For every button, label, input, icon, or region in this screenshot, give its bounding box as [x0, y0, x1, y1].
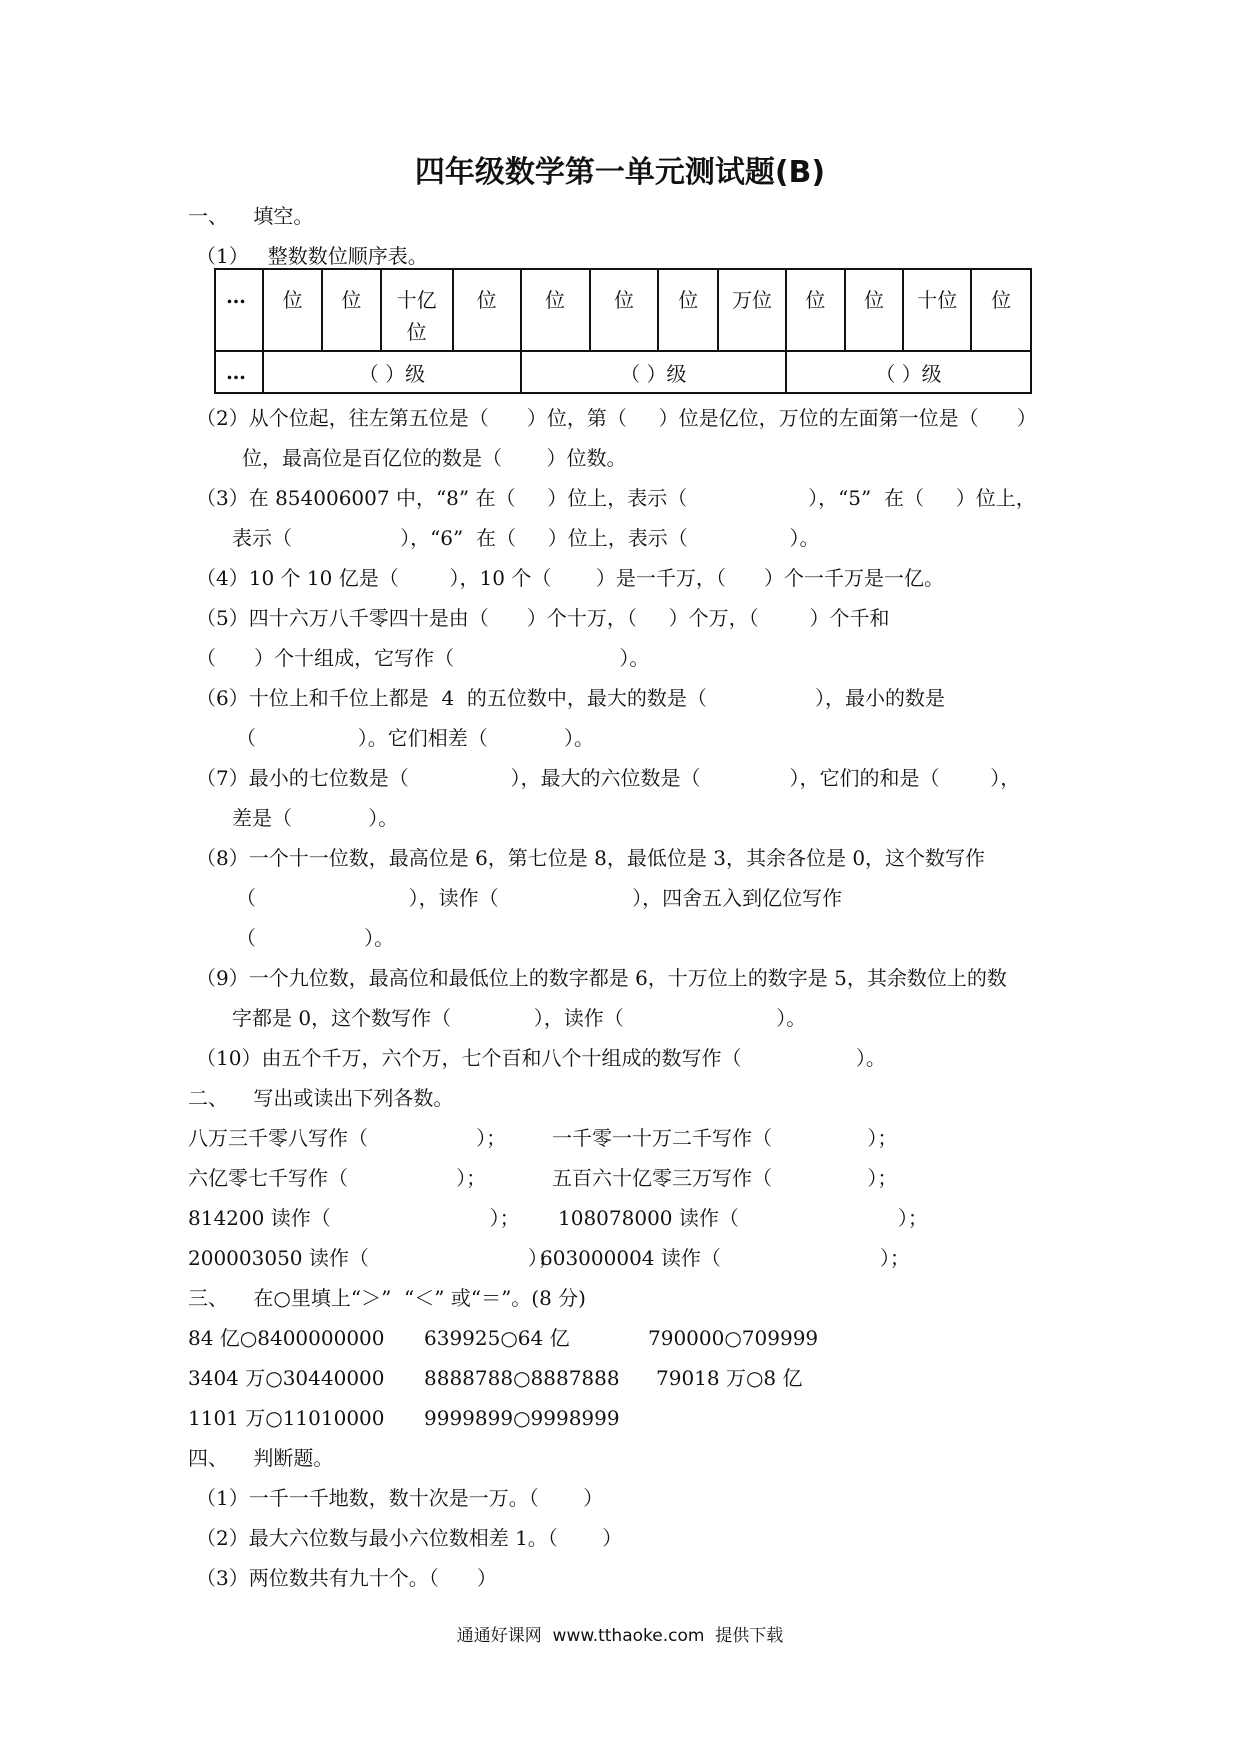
table-cell: 十位 [903, 269, 971, 351]
question-line: 表示（ ），“6” 在（ ）位上，表示（ ）。 [232, 526, 820, 550]
cell-line: 十亿 [396, 288, 437, 312]
exercise-item: 603000004 读作（ ）； [540, 1246, 910, 1270]
question-line: （7）最小的七位数是（ ），最大的六位数是（ ），它们的和是（ ）， [196, 766, 1021, 790]
table-cell: 位 [971, 269, 1031, 351]
question-line: 位，最高位是百亿位的数是（ ）位数。 [242, 446, 627, 470]
compare-item: 9999899○9998999 [424, 1406, 620, 1430]
question-line: （2）从个位起，往左第五位是（ ）位，第（ ）位是亿位，万位的左面第一位是（ ） [196, 406, 1037, 430]
footer-text: 通通好课网 www.tthaoke.com 提供下载 [456, 1626, 784, 1646]
exercise-item: 八万三千零八写作（ ）； [188, 1126, 507, 1150]
table-cell: 位 [658, 269, 718, 351]
section-1-heading: 一、 填空。 [188, 204, 314, 228]
question-line: （3）在 854006007 中，“8” 在（ ）位上，表示（ ），“5” 在（ ）位上， [196, 486, 1036, 510]
exercise-item: 108078000 读作（ ）； [558, 1206, 928, 1230]
question-line: （ ）个十组成，它写作（ ）。 [196, 646, 650, 670]
question-1-label: （1） 整数数位顺序表。 [196, 244, 428, 268]
table-cell [381, 269, 453, 351]
exercise-item: 200003050 读作（ ）； [188, 1246, 558, 1270]
table-cell: 位 [786, 269, 845, 351]
exercise-item: 六亿零七千写作（ ）； [188, 1166, 487, 1190]
exercise-item: 一千零一十万二千写作（ ）； [552, 1126, 898, 1150]
table-cell: 位 [845, 269, 904, 351]
exercise-item: 五百六十亿零三万写作（ ）； [552, 1166, 898, 1190]
table-cell: 位 [263, 269, 322, 351]
table-cell: 位 [590, 269, 659, 351]
compare-item: 79018 万○8 亿 [656, 1366, 803, 1390]
table-cell-group: （ ）级 [263, 351, 520, 393]
table-cell-group: （ ）级 [521, 351, 786, 393]
judgment-item: （3）两位数共有九十个。（ ） [196, 1566, 497, 1590]
question-line: （10）由五个千万，六个万，七个百和八个十组成的数写作（ ）。 [196, 1046, 886, 1070]
question-line: （ ），读作（ ），四舍五入到亿位写作 [236, 886, 843, 910]
table-cell: 万位 [718, 269, 786, 351]
question-line: 差是（ ）。 [232, 806, 399, 830]
place-value-table [214, 268, 1032, 394]
section-3-heading: 三、 在○里填上“＞” “＜” 或“＝”。(8 分) [188, 1286, 586, 1310]
question-line: （9）一个九位数，最高位和最低位上的数字都是 6，十万位上的数字是 5，其余数位上的数 [196, 966, 1007, 990]
compare-item: 8888788○8887888 [424, 1366, 620, 1390]
question-line: （6）十位上和千位上都是 4 的五位数中，最大的数是（ ），最小的数是 [196, 686, 945, 710]
table-cell: … [215, 351, 263, 393]
judgment-item: （1）一千一千地数，数十次是一万。（ ） [196, 1486, 604, 1510]
question-line: （ ）。 [236, 926, 395, 950]
section-4-heading: 四、 判断题。 [188, 1446, 334, 1470]
exercise-item: 814200 读作（ ）； [188, 1206, 520, 1230]
question-line: （4）10 个 10 亿是（ ），10 个（ ）是一千万，（ ）个一千万是一亿。 [196, 566, 945, 590]
section-2-heading: 二、 写出或读出下列各数。 [188, 1086, 454, 1110]
table-cell: 位 [521, 269, 590, 351]
question-line: 字都是 0，这个数写作（ ），读作（ ）。 [232, 1006, 807, 1030]
compare-item: 790000○709999 [648, 1326, 819, 1350]
compare-item: 84 亿○8400000000 [188, 1326, 385, 1350]
compare-item: 3404 万○30440000 [188, 1366, 385, 1390]
table-cell: 位 [322, 269, 381, 351]
question-line: （5）四十六万八千零四十是由（ ）个十万，（ ）个万，（ ）个千和 [196, 606, 890, 630]
question-line: （ ）。它们相差（ ）。 [236, 726, 595, 750]
table-cell: … [215, 269, 263, 351]
question-line: （8）一个十一位数，最高位是 6，第七位是 8，最低位是 3，其余各位是 0，这个数写作 [196, 846, 986, 870]
compare-item: 1101 万○11010000 [188, 1406, 385, 1430]
table-cell: 位 [453, 269, 521, 351]
table-cell-group: （ ）级 [786, 351, 1031, 393]
cell-line: 位 [406, 320, 427, 344]
page-title: 四年级数学第一单元测试题(B) [414, 155, 826, 190]
judgment-item: （2）最大六位数与最小六位数相差 1。（ ） [196, 1526, 623, 1550]
compare-item: 639925○64 亿 [424, 1326, 570, 1350]
